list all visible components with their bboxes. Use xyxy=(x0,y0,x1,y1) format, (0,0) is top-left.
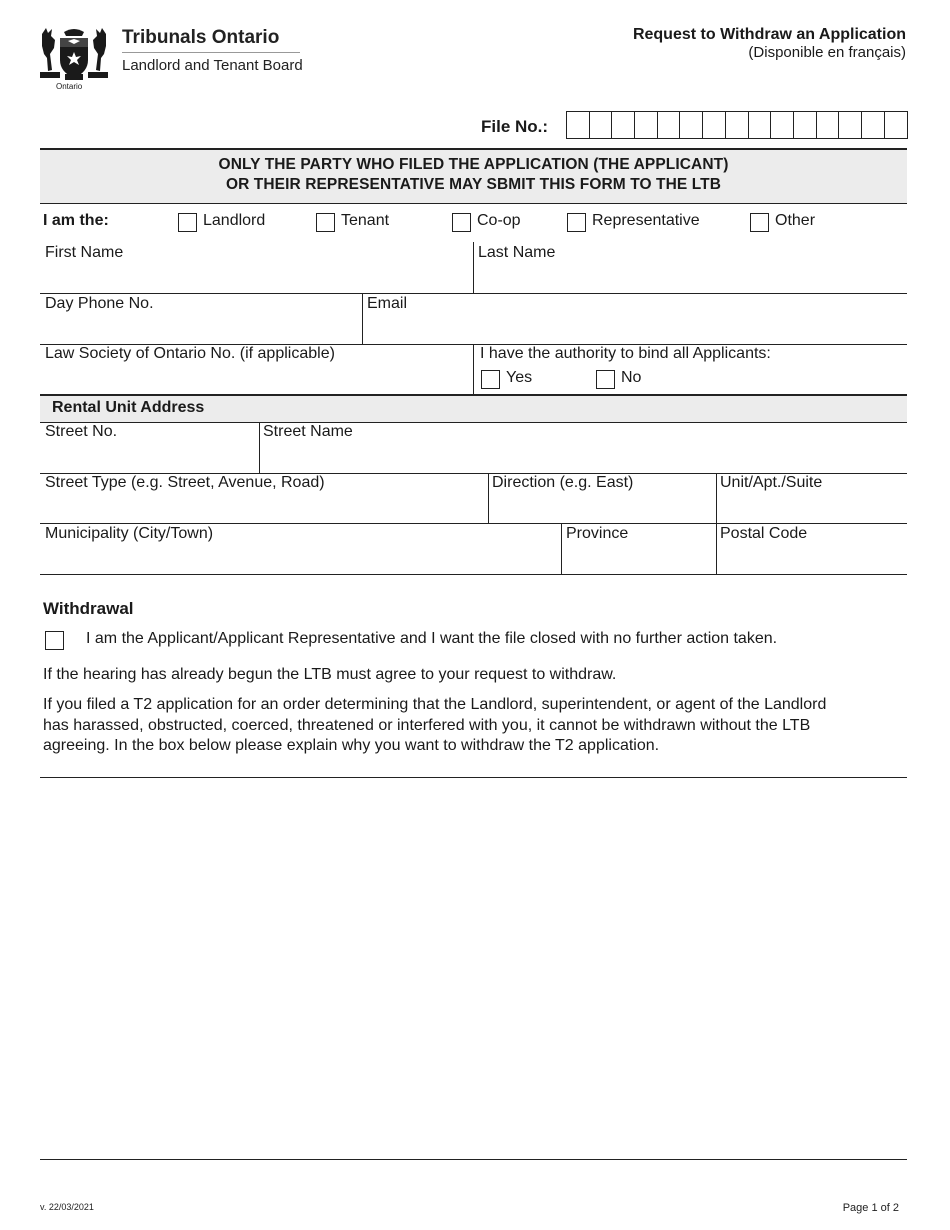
divider xyxy=(40,203,907,204)
board-name: Landlord and Tenant Board xyxy=(122,57,303,74)
divider xyxy=(473,345,474,394)
file-number-char-box[interactable] xyxy=(726,112,749,138)
first-name-label: First Name xyxy=(45,244,124,261)
file-number-char-box[interactable] xyxy=(635,112,658,138)
postal-code-field[interactable] xyxy=(717,524,907,574)
role-representative-checkbox[interactable] xyxy=(567,213,586,232)
withdrawal-confirm-label: I am the Applicant/Applicant Representative and I want the file closed with no further action taken. xyxy=(86,630,778,647)
last-name-label: Last Name xyxy=(478,244,556,261)
file-number-char-box[interactable] xyxy=(794,112,817,138)
file-number-input[interactable] xyxy=(566,111,908,139)
authority-yes-label: Yes xyxy=(506,369,533,386)
french-availability-note: (Disponible en français) xyxy=(748,44,906,61)
file-number-char-box[interactable] xyxy=(658,112,681,138)
page-number: Page 1 of 2 xyxy=(842,1202,899,1214)
t2-application-note xyxy=(43,695,826,757)
role-landlord-checkbox[interactable] xyxy=(178,213,197,232)
banner-line-1: ONLY THE PARTY WHO FILED THE APPLICATION (THE APPLICANT) xyxy=(218,156,729,173)
street-name-field[interactable] xyxy=(260,423,907,473)
file-number-char-box[interactable] xyxy=(749,112,772,138)
file-number-char-box[interactable] xyxy=(885,112,908,138)
org-name: Tribunals Ontario xyxy=(122,27,280,48)
applicant-only-banner xyxy=(40,148,907,204)
postal-code-label: Postal Code xyxy=(720,525,808,542)
street-type-label: Street Type (e.g. Street, Avenue, Road) xyxy=(45,474,325,491)
withdrawal-confirm-checkbox[interactable] xyxy=(45,631,64,650)
authority-yes-checkbox[interactable] xyxy=(481,370,500,389)
last-name-field[interactable] xyxy=(474,242,907,293)
street-number-field[interactable] xyxy=(40,423,259,473)
first-name-field[interactable] xyxy=(40,242,473,293)
email-field[interactable] xyxy=(363,294,907,344)
day-phone-field[interactable] xyxy=(40,294,362,344)
file-number-char-box[interactable] xyxy=(817,112,840,138)
role-tenant-checkbox[interactable] xyxy=(316,213,335,232)
authority-label: I have the authority to bind all Applicants: xyxy=(480,345,771,362)
direction-field[interactable] xyxy=(489,474,716,523)
authority-no-label: No xyxy=(621,369,642,386)
file-number-char-box[interactable] xyxy=(862,112,885,138)
street-type-field[interactable] xyxy=(40,474,488,523)
role-landlord-label: Landlord xyxy=(203,212,266,229)
rental-unit-address-title: Rental Unit Address xyxy=(52,399,205,416)
t2-note-line-2: has harassed, obstructed, coerced, threatened or interfered with you, it cannot be withdrawn without the LTB xyxy=(43,716,811,734)
org-name-divider xyxy=(122,52,300,53)
file-number-char-box[interactable] xyxy=(612,112,635,138)
role-tenant-label: Tenant xyxy=(341,212,390,229)
footer-divider xyxy=(40,1159,907,1160)
file-number-char-box[interactable] xyxy=(703,112,726,138)
banner-line-2: OR THEIR REPRESENTATIVE MAY SBMIT THIS FORM TO THE LTB xyxy=(225,176,722,193)
law-society-number-field[interactable] xyxy=(40,345,473,394)
street-number-label: Street No. xyxy=(45,423,118,440)
file-number-char-box[interactable] xyxy=(680,112,703,138)
rental-unit-address-header xyxy=(40,394,907,422)
direction-label: Direction (e.g. East) xyxy=(492,474,634,491)
day-phone-label: Day Phone No. xyxy=(45,295,154,312)
unit-field[interactable] xyxy=(717,474,907,523)
province-field[interactable] xyxy=(562,524,716,574)
role-other-label: Other xyxy=(775,212,816,229)
role-other-checkbox[interactable] xyxy=(750,213,769,232)
street-name-label: Street Name xyxy=(263,423,353,440)
file-number-char-box[interactable] xyxy=(839,112,862,138)
role-representative-label: Representative xyxy=(592,212,700,229)
municipality-label: Municipality (City/Town) xyxy=(45,525,214,542)
t2-note-line-3: agreeing. In the box below please explain why you want to withdraw the T2 application. xyxy=(43,737,660,754)
role-coop-label: Co-op xyxy=(477,212,521,229)
role-coop-checkbox[interactable] xyxy=(452,213,471,232)
law-society-label: Law Society of Ontario No. (if applicable) xyxy=(45,345,335,362)
file-number-label: File No.: xyxy=(481,117,549,136)
logo-caption: Ontario xyxy=(56,82,83,91)
authority-no-checkbox[interactable] xyxy=(596,370,615,389)
province-label: Province xyxy=(566,525,629,542)
municipality-field[interactable] xyxy=(40,524,561,574)
file-number-char-box[interactable] xyxy=(567,112,590,138)
t2-note-line-1: If you filed a T2 application for an order determining that the Landlord, superintendent, or agent of the Landlord xyxy=(43,696,827,713)
file-number-char-box[interactable] xyxy=(771,112,794,138)
divider xyxy=(40,777,907,778)
form-title: Request to Withdraw an Application xyxy=(632,26,906,43)
email-label: Email xyxy=(367,295,408,312)
withdrawal-title: Withdrawal xyxy=(43,599,134,618)
role-label: I am the: xyxy=(43,212,109,229)
form-version: v. 22/03/2021 xyxy=(40,1202,94,1212)
file-number-char-box[interactable] xyxy=(590,112,613,138)
unit-label: Unit/Apt./Suite xyxy=(720,474,823,491)
hearing-begun-note: If the hearing has already begun the LTB must agree to your request to withdraw. xyxy=(43,666,617,683)
divider xyxy=(40,574,907,575)
